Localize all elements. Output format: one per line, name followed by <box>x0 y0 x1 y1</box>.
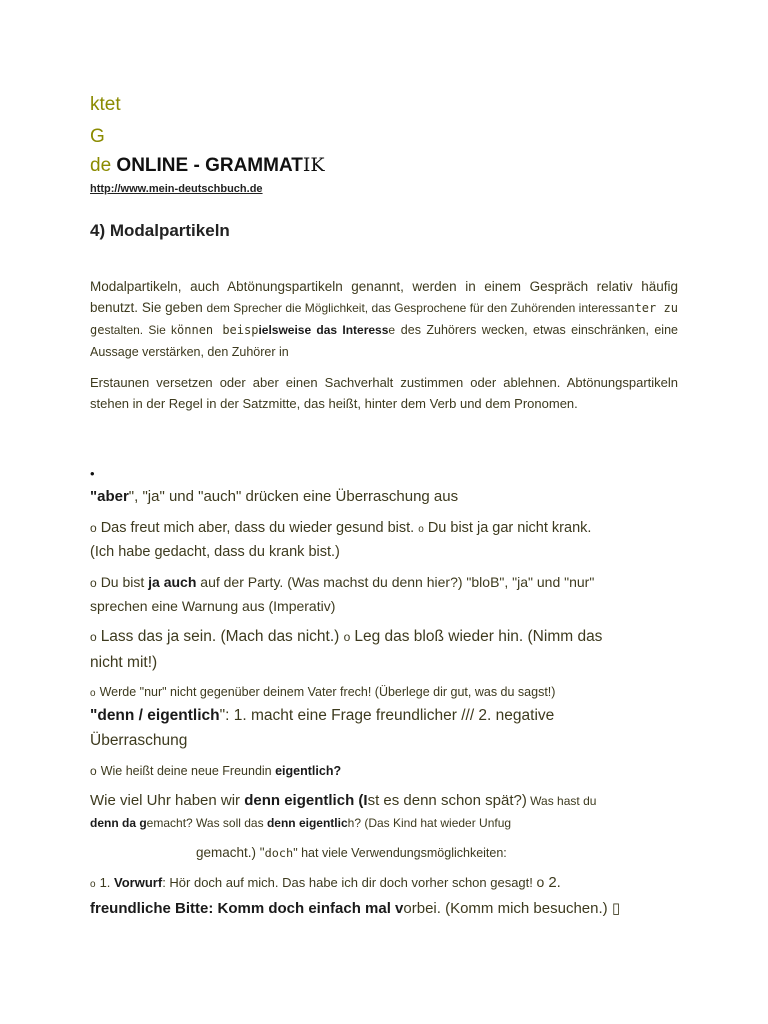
intro-text: des Zuhörers wecken, etwas einschränken, eine Aussage verstärken, den Zuhörer in <box>90 323 678 359</box>
intro-text: dem Sprecher die Möglichkeit, das G <box>206 301 404 315</box>
keyword: Vorwurf <box>114 875 163 890</box>
example-text: Werde "nur" nicht gegenüber deinem Vater frech! (Überlege dir gut, was du sagst!) <box>99 685 556 699</box>
rule-denn-eigentlich <box>90 707 554 725</box>
example-text: 1. <box>99 875 115 890</box>
example-text: Du bist <box>100 574 149 590</box>
intro-text: stalten. Sie k <box>104 323 178 337</box>
keyword: "aber <box>90 488 129 505</box>
example-line <box>90 520 591 536</box>
example-line: (Ich habe gedacht, dass du krank bist.) <box>90 544 340 560</box>
intro-text: Modalpartikeln, auch Abtönungspartikeln genannt, werden in einem Gespräch relativ häufig benutzt. Sie geben <box>90 279 678 315</box>
rule-text: Überraschung <box>90 732 188 749</box>
example-text: h? (Das Kind hat wieder Unfug <box>347 816 512 830</box>
keyword: denn eigentlic <box>266 816 348 830</box>
circle-bullet: o <box>343 630 351 644</box>
bullet-marker: • <box>90 466 95 481</box>
rule-text: " hat viele Verwendungsmöglichkeiten: <box>293 846 507 860</box>
header-fragment-g: G <box>90 126 105 147</box>
example-text: Das freut mich aber, dass du wieder gesund bist. <box>100 520 415 536</box>
example-line <box>90 574 594 590</box>
example-text: emacht? Was soll das <box>146 816 267 830</box>
circle-bullet: o <box>90 879 96 890</box>
intro-text: e <box>388 323 396 337</box>
intro-text: önnen beisp <box>177 323 259 337</box>
rule-doch <box>196 845 507 860</box>
source-link[interactable]: http://www.mein-deutschbuch.de <box>90 183 263 195</box>
keyword: denn eigentlich (I <box>244 792 368 809</box>
example-line <box>90 899 620 917</box>
intro-text-bold: ielsweise das Interess <box>258 323 389 337</box>
keyword: "denn / eigentlich <box>90 707 220 724</box>
title-bold: ONLINE - GRAMMAT <box>116 155 303 176</box>
example-line <box>90 816 511 830</box>
intro-paragraph-1 <box>90 276 678 363</box>
intro-paragraph-2: Erstaunen versetzen oder aber einen Sachverhalt zustimmen oder ablehnen. Abtönungspartikeln stehen in der Regel in der Satzmitte, das heißt, hinter dem Verb und dem Pronomen. <box>90 375 678 411</box>
example-text: Lass das ja sein. (Mach das nicht.) <box>100 628 340 645</box>
circle-bullet: o <box>90 688 96 699</box>
keyword: denn da g <box>90 816 147 830</box>
circle-bullet: o <box>418 524 424 535</box>
example-line <box>90 792 596 809</box>
example-text: Wie viel Uhr haben wir <box>90 792 245 809</box>
rule-aber-ja-auch <box>90 488 458 505</box>
circle-bullet: o <box>90 576 97 590</box>
title-prefix: de <box>90 155 112 176</box>
header-fragment-ktet: ktet <box>90 94 121 115</box>
title-suffix: IK <box>302 154 325 176</box>
intro-text: esprochene für den Zuhörenden interessa <box>403 301 628 315</box>
example-text: Du bist ja gar nicht krank. <box>427 520 592 536</box>
example-text: Was hast du <box>526 794 597 808</box>
keyword: freundliche Bitte: Komm doch einfach mal v <box>90 900 404 917</box>
section-title: 4) Modalpartikeln <box>90 221 230 240</box>
example-line <box>90 628 602 646</box>
example-text: : Hör doch auf mich. Das habe ich dir doch vorher schon gesagt! <box>162 875 533 890</box>
example-line <box>90 685 555 699</box>
rule-text: ", "ja" und "auch" drücken eine Überraschung aus <box>128 488 459 505</box>
example-line: nicht mit!) <box>90 654 158 671</box>
circle-bullet: o <box>536 874 545 890</box>
rule-text: gemacht.) " <box>196 845 265 860</box>
example-text: 2. <box>548 874 561 891</box>
circle-bullet: o <box>90 764 97 778</box>
example-text: auf der Party. (Was machst du denn hier?) "bloB", "ja" und "nur" <box>196 574 595 590</box>
example-text: st es denn schon spät?) <box>367 792 527 809</box>
example-text: Wie heißt deine neue Freundin <box>100 764 276 778</box>
page-title <box>90 154 325 177</box>
circle-bullet: o <box>90 630 97 644</box>
keyword: ja auch <box>148 574 197 590</box>
keyword: doch <box>264 846 294 860</box>
circle-bullet: o <box>90 521 97 535</box>
missing-glyph-icon: ▯ <box>611 900 621 917</box>
intro-text: nter zu ge <box>90 301 678 337</box>
rule-text: sprechen eine Warnung aus (Imperativ) <box>90 598 336 614</box>
example-line <box>90 764 341 778</box>
keyword: eigentlich? <box>275 764 342 778</box>
rule-text: ": 1. macht eine Frage freundlicher /// 2. negative <box>219 707 555 724</box>
example-text: Leg das bloß wieder hin. (Nimm das <box>354 628 603 645</box>
example-text: orbei. (Komm mich besuchen.) <box>403 900 608 917</box>
example-line <box>90 874 561 891</box>
